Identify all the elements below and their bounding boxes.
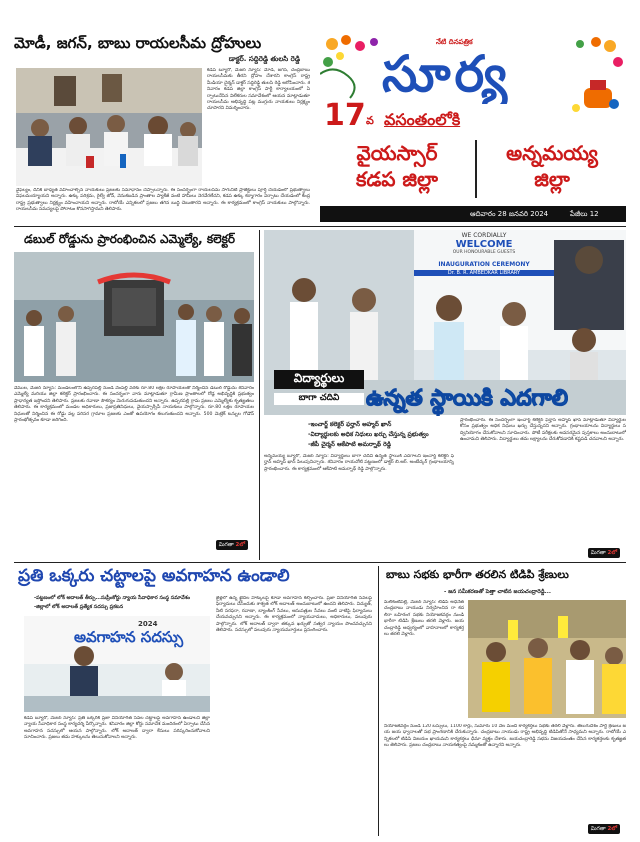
left-story-photo [14,252,254,382]
center-credit-2: -విద్యార్థులకు అధిక నిధులు ఖర్చు చేస్తున్న ప్రభుత్వం [308,431,429,438]
bottom-left-story [14,566,374,836]
top-divider [14,226,626,227]
center-story-body-right: ప్రారంభించారు. ఈ సందర్భంగా ఇంచార్జ్ కలెక్టర్ ఫర్హాన్ అహ్మద్ ఖాన్ మాట్లాడుతూ విద్యార్థుల కోసం ప్రభుత్వం అధిక నిధులు ఖర్చు చేస్తున్నదని అన్నారు. గ్రంథాలయాలను విద్యార్థులు సద్వినియోగం చేసుకోవాలని సూచించారు. పోటీ పరీక్షలకు అవసరమైన పుస్తకాలు అందుబాటులో ఉంచామని తెలిపారు. విద్యార్థులు తమ లక్ష్యాలను చేరుకోవడానికి కష్టపడి చదవాలని అన్నారు. [460,418,626,443]
bottom-right-photo [468,600,626,718]
center-credit-3: -జీపీ చైర్మన్ ఆకేపాటి అమర్నాథ్ రెడ్డి [308,441,392,448]
top-story-byline: డాక్టర్. సద్దిరెడ్డి తులసి రెడ్డి [228,55,300,63]
bottom-right-continued-tag[interactable]: మిగతా 2లో [588,824,620,834]
top-story-body-right: కడప బ్యూరో, మేజర్ న్యూస్: మోడీ, జగన్, చంద్రబాబు రాయలసీమకు తీరని ద్రోహం చేశారని కాంగ్రెస్ రాష్ట్ర మీడియా చైర్మన్ డాక్టర్ సద్దిరెడ్డి తులసి రెడ్డి ఆరోపించారు. శనివారం కడప జిల్లా కాంగ్రెస్ పార్టీ కార్యాలయంలో ఏర్పాటుచేసిన విలేకరుల సమావేశంలో ఆయన మాట్లాడుతూ రాయలసీమ అభివృద్ధి పట్ల ముగ్గురు నాయకులు నిర్లక్ష్యం చూపారని విమర్శించారు. [207,68,310,112]
center-credit-1: -ఇంచార్జ్ కలెక్టర్ ఫర్హాన్ అహ్మద్ ఖాన్ [308,421,392,428]
edition-left-line2: కడప జిల్లా [356,167,438,191]
bottom-right-story [384,566,626,836]
bottom-right-body-bottom: నియోజకవర్గం నుండి 120 బస్సులు, 1100 కార్లు, సుమారు 10 వేల మంది కార్యకర్తలు సభకు తరలి వెళ్లారు. తెలుగుదేశం పార్టీ శ్రేణులు జయ జయ ధ్వానాలతో సభ ప్రాంగణానికి చేరుకున్నారు. చంద్రబాబు నాయుడు రాష్ట్ర అభివృద్ధి టిడిపితోనే సాధ్యమని అన్నారు. రాబోయే ఎన్నికలలో టిడిపి విజయం ఖాయమని కార్యకర్తలు ధీమా వ్యక్తం చేశారు. జయచంద్రారెడ్డి సభను విజయవంతం చేసిన కార్యకర్తలకు కృతజ్ఞతలు తెలిపారు. ప్రజలు చంద్రబాబు నాయకత్వంపై నమ్మకంతో ఉన్నారని అన్నారు. [384,724,626,749]
mid-divider [14,562,626,563]
overlay-small-line1: విద్యార్థులు [274,370,364,389]
date-bar [320,206,626,222]
left-story-headline[interactable]: డబుల్ రోడ్డును ప్రారంభించిన ఎమ్మెల్యే, కలెక్టర్ [24,232,236,246]
bottom-left-headline[interactable]: ప్రతి ఒక్కరు చట్టాలపై అవగాహన ఉండాలి [18,566,290,586]
bottom-left-credit-1: -పట్టణంలో లోక్ అదాలత్ తీర్పు...సుప్రీంకోర్టు న్యాయ సేవాధికార సంస్థ సమావేశం [34,595,191,601]
top-story-photo [16,68,202,186]
masthead-tagline: నేటి దినపత్రిక [436,38,473,46]
masthead-decoration-right [540,34,626,130]
bottom-right-credit: - జన సమీకరణతో పెత్తా చాటిన జయచంద్రారెడ్డి... [444,589,551,595]
banner-line1: WE CORDIALLY [461,232,507,239]
bottom-right-headline[interactable]: బాబు సభకు భారీగా తరలిన టిడిపి శ్రేణులు [386,568,569,581]
overlay-small-line2: బాగా చదివి [274,393,364,405]
left-story-continued-tag[interactable]: మిగతా 2లో [216,540,248,550]
left-story-body: వేముల, మేజర్ న్యూస్: మండలంలోని ఉప్పరపల్లి నుండి వేంపల్లి వరకు రూ.80 లక్షల రూపాయలతో నిర్మించిన డబుల్ రోడ్డును శనివారం ఎమ్మెల్యే మరియు జిల్లా కలెక్టర్ ప్రారంభించారు. ఈ సందర్భంగా వారు మాట్లాడుతూ గ్రామీణ ప్రాంతాలలో రోడ్ల అభివృద్ధికి ప్రభుత్వం ప్రాధాన్యత ఇస్తోందని తెలిపారు. ప్రజలకు రవాణా సౌకర్యం మెరుగుపడుతుందని అన్నారు. ఉప్పరపల్లి గ్రామ ప్రజలు ఎమ్మెల్యేకు కృతజ్ఞతలు తెలిపారు. ఈ కార్యక్రమంలో మండల అధికారులు, ప్రజాప్రతినిధులు, వైయస్సార్సీపీ నాయకులు పాల్గొన్నారు. రూ.80 లక్షల రూపాయల నిధులతో నిర్మించిన ఈ రోడ్డు వల్ల పరిసర గ్రామాల ప్రజలకు ఎంతో ఉపయోగం కలుగుతుందని అన్నారు. 500 మెట్రిక్ టన్నుల గోడౌన్ ప్రారంభోత్సవం కూడా జరిగింది. [14,386,254,424]
center-story-continued-tag[interactable]: మిగతా 2లో [588,548,620,558]
anniversary-suffix: వ [366,114,374,127]
photo-banner-text [414,232,554,276]
masthead [320,34,626,224]
edition-right-line2: జిల్లా [534,167,570,191]
bottom-left-body-right: జైళ్లలో ఉన్న ఖైదీల హక్కులపై కూడా అవగాహన కల్పించారు. ప్రజా వినియోగిత సేవలపై ఫిర్యాదులు చేసేందుకు శాశ్వత లోక్ అదాలత్ అందుబాటులో ఉందని తెలిపారు. విద్యుత్, నీటి సరఫరా, రవాణా, బ్యాంకింగ్ సేవలు, ఆసుపత్రుల సేవలు వంటి వాటిపై ఫిర్యాదులు చేయవచ్చునని అన్నారు. ఈ కార్యక్రమంలో న్యాయవాదులు, అధికారులు, పలువురు పాల్గొన్నారు. లోక్ అదాలత్ ద్వారా తక్కువ ఖర్చుతో సత్వర న్యాయం పొందవచ్చునని తెలిపారు. సదస్సులో పలువురు న్యాయమూర్తులు ప్రసంగించారు. [216,596,372,634]
page-count: పేజీలు 12 [570,210,599,218]
banner-line2: WELCOME [455,239,513,250]
masthead-title[interactable]: సూర్య [382,45,512,103]
anniversary-text: వసంతంలోకి [384,110,461,129]
top-story-body-bottom: వైఫల్యం, దీనికి బాధ్యత వహించాల్సిన నాయకులు ప్రజలకు సమాధానం చెప్పాలన్నారు. ఈ సందర్భంగా రాయలసీమ సాగునీటి ప్రాజెక్టులు పూర్తి చేయడంలో ప్రభుత్వాలు విఫలమయ్యాయని అన్నారు. ఉక్కు పరిశ్రమ, రైల్వే జోన్, వెనుకబడిన ప్రాంతాల ప్యాకేజీ వంటి హామీలు నెరవేరలేదని, కడప ఉక్కు కర్మాగారం ఏర్పాటు చేయడంలో కేంద్ర రాష్ట్ర ప్రభుత్వాలు నిర్లక్ష్యం వహించాయని అన్నారు. రాబోయే ఎన్నికలలో ప్రజలు తగిన బుద్ధి చెబుతారని అన్నారు. ఈ కార్యక్రమంలో కాంగ్రెస్ నాయకులు పాల్గొన్నారు. రాయలసీమ సమస్యలపై పోరాటం కొనసాగిస్తామని తెలిపారు. [16,188,310,213]
edition-right-box[interactable] [478,140,626,200]
anniversary-number: 17 [324,98,366,133]
column-divider [259,230,260,560]
bottom-column-divider [378,566,379,836]
banner-line4: INAUGURATION CEREMONY [438,261,530,268]
bottom-left-credit-2: -జిల్లాలో లోక్ అదాలత్ ప్రత్యేక సదస్సు ప్రకటన [34,604,124,610]
edition-right-line1: అన్నమయ్య [506,141,598,165]
center-story-body-left: అన్నమయ్య బ్యూరో, మేజర్ న్యూస్: విద్యార్థులు బాగా చదివి ఉన్నత స్థాయికి ఎదగాలని ఇంచార్జ్ కలెక్టర్ ఫర్హాన్ అహ్మద్ ఖాన్ పిలుపునిచ్చారు. శనివారం రాయచోటి పట్టణంలో డాక్టర్ బి.ఆర్. అంబేద్కర్ గ్రంథాలయాన్ని ప్రారంభించారు. ఈ కార్యక్రమంలో ఆకేపాటి అమర్నాథ్ రెడ్డి పాల్గొన్నారు. [264,454,454,472]
bottom-left-credits [34,594,214,612]
top-story-headline[interactable]: మోడీ, జగన్, బాబు రాయలసీమ ద్రోహులు [14,34,262,52]
banner-line3: OUR HONOURABLE GUESTS [452,250,516,255]
bottom-left-photo-year: 2024 [138,620,158,628]
center-story-headline[interactable]: ఉన్నత స్థాయికి ఎదగాలి [366,386,568,411]
banner-line5: Dr. B. R. AMBEDKAR LIBRARY [414,270,554,276]
edition-left-line1: వైయస్సార్ [356,141,438,165]
overlay-small-heading [274,370,364,405]
left-story [14,230,254,560]
issue-date: ఆదివారం 28 జనవరి 2024 [470,210,549,218]
bottom-left-body-left: కడప బ్యూరో, మేజర్ న్యూస్: ప్రతి ఒక్కరికి ప్రజా వినియోగిత సేవల చట్టాలపై అవగాహన ఉండాలని జిల్లా న్యాయ సేవాధికార సంస్థ కార్యదర్శి పేర్కొన్నారు. శనివారం జిల్లా కోర్టు సమావేశ మందిరంలో ఏర్పాటు చేసిన అవగాహన సదస్సులో ఆయన పాల్గొన్నారు. లోక్ అదాలత్ ద్వారా కేసులు పరిష్కరించుకోవాలని సూచించారు. ప్రజలు తమ హక్కులను తెలుసుకోవాలని అన్నారు. [24,716,210,741]
bottom-right-body-top: మలికంటిపల్లి, మేజర్ న్యూస్: టిడిపి అధినేత చంద్రబాబు నాయుడు నిర్వహించిన రా కదలిరా బహిరంగ సభకు నియోజకవర్గం నుండి భారీగా టిడిపి శ్రేణులు తరలి వెళ్లారు. జయచంద్రారెడ్డి ఆధ్వర్యంలో వాహనాలలో కార్యకర్తలు తరలి వెళ్లారు. [384,600,464,638]
bottom-left-photo-banner: అవగాహన సదస్సు [74,628,184,646]
center-story [264,230,626,560]
edition-left-box[interactable] [322,140,472,200]
edition-divider [475,140,477,198]
